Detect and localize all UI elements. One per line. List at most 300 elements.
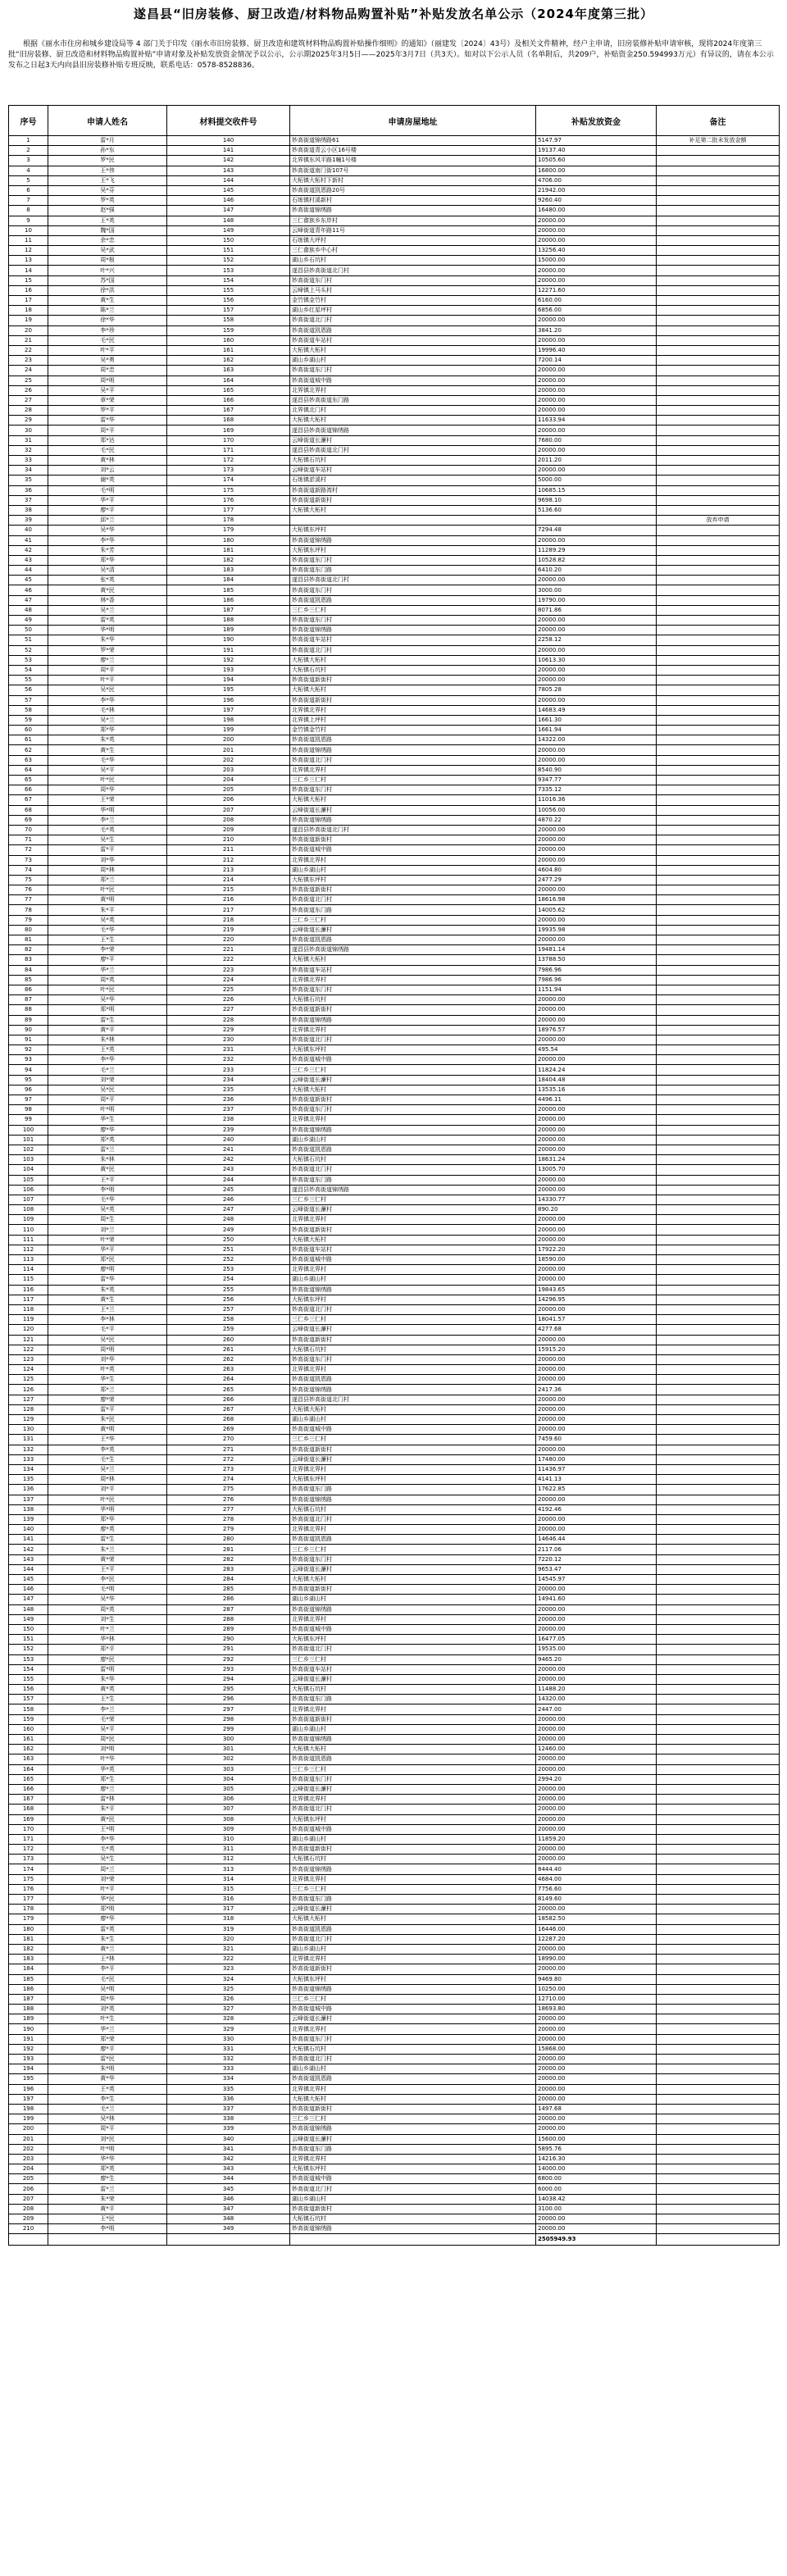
row-name: 吴*林 [48,2114,167,2124]
row-name: 叶*明 [48,2144,167,2154]
row-receipt-no: 320 [167,1934,290,1944]
table-row [9,726,780,735]
row-address: 北界镇东风平路1幢1号楼 [290,156,536,166]
row-index: 153 [9,1654,48,1664]
row-address: 妙高街道北门村 [290,2055,536,2064]
row-receipt-no: 205 [167,785,290,795]
row-receipt-no: 222 [167,955,290,965]
row-receipt-no: 269 [167,1425,290,1435]
table-row [9,175,780,185]
row-name: 周*平 [48,426,167,435]
row-amount: 3100.00 [536,2204,657,2214]
row-amount: 20000.00 [536,2034,657,2044]
row-index: 51 [9,635,48,645]
row-receipt-no: 340 [167,2134,290,2144]
table-row [9,1435,780,1445]
row-receipt-no: 176 [167,495,290,505]
row-name: 华*英 [48,1764,167,1774]
row-address: 北界镇上坪村 [290,715,536,725]
row-receipt-no: 332 [167,2055,290,2064]
table-row [9,1674,780,1684]
row-index: 197 [9,2094,48,2104]
row-remark [657,216,780,225]
row-amount: 13005.70 [536,1165,657,1175]
table-row [9,406,780,416]
row-index: 166 [9,1784,48,1794]
row-address: 三仁乡三仁村 [290,1435,536,1445]
row-amount: 15000.00 [536,256,657,266]
row-name: 王*民 [48,2214,167,2224]
row-amount: 13256.40 [536,246,657,256]
row-address: 妙高街道车站村 [290,1664,536,1674]
row-address: 大柘镇石坑村 [290,1685,536,1695]
row-address: 三仁乡三仁村 [290,1545,536,1554]
row-amount: 2258.12 [536,635,657,645]
row-remark [657,185,780,195]
row-receipt-no: 184 [167,576,290,585]
row-address: 妙高街道凯恩路 [290,935,536,945]
row-remark [657,875,780,885]
row-index: 37 [9,495,48,505]
row-name: 叶*明 [48,1105,167,1115]
row-remark [657,965,780,975]
row-receipt-no: 257 [167,1304,290,1314]
row-receipt-no: 249 [167,1225,290,1235]
row-address: 大柘镇大柘村 [290,795,536,805]
row-amount: 19935.98 [536,925,657,935]
total-row-cell [167,2234,290,2246]
row-index: 11 [9,235,48,245]
row-name: 余*忠 [48,235,167,245]
row-index: 185 [9,1974,48,1984]
row-amount: 16800.00 [536,166,657,175]
row-remark [657,1784,780,1794]
row-remark [657,1504,780,1514]
row-address: 北界镇北界村 [290,705,536,715]
row-name: 廖*生 [48,2174,167,2184]
table-row [9,426,780,435]
table-row [9,256,780,266]
row-receipt-no: 306 [167,1795,290,1805]
row-amount: 20000.00 [536,1125,657,1135]
row-address: 北界镇北界村 [290,855,536,865]
row-name: 李*华 [48,535,167,545]
row-remark [657,1905,780,1914]
row-index: 199 [9,2114,48,2124]
row-address: 妙高街道东门路 [290,905,536,915]
row-index: 103 [9,1155,48,1165]
row-remark: 补足第二批未发放金额 [657,136,780,146]
row-remark [657,526,780,535]
table-row [9,1924,780,1934]
row-receipt-no: 299 [167,1724,290,1734]
table-row [9,925,780,935]
row-amount: 20000.00 [536,1805,657,1814]
row-address: 妙高街道锦绣路 [290,535,536,545]
row-name: 黄*民 [48,1165,167,1175]
row-index: 110 [9,1225,48,1235]
row-amount: 18693.80 [536,2005,657,2014]
table-row [9,216,780,225]
row-remark [657,156,780,166]
row-remark [657,1404,780,1414]
row-index: 191 [9,2034,48,2044]
row-remark [657,595,780,605]
table-row [9,1964,780,1974]
row-remark [657,566,780,576]
row-index: 17 [9,296,48,306]
row-receipt-no: 263 [167,1365,290,1375]
table-row [9,735,780,745]
row-amount: 12710.00 [536,1994,657,2004]
row-remark [657,2084,780,2094]
row-index: 206 [9,2184,48,2194]
row-address: 妙高街道城中路 [290,845,536,855]
row-amount: 20000.00 [536,1365,657,1375]
row-amount: 5895.76 [536,2144,657,2154]
row-address: 石练镇村溪新村 [290,196,536,206]
row-amount: 20000.00 [536,845,657,855]
row-index: 121 [9,1335,48,1345]
row-receipt-no: 168 [167,416,290,426]
row-receipt-no: 241 [167,1145,290,1154]
row-address: 大柘镇大柘村 [290,1404,536,1414]
row-index: 178 [9,1905,48,1914]
row-index: 154 [9,1664,48,1674]
row-index: 168 [9,1805,48,1814]
row-index: 204 [9,2164,48,2174]
table-row [9,206,780,216]
row-index: 144 [9,1564,48,1574]
row-index: 79 [9,915,48,925]
row-remark [657,1624,780,1634]
row-receipt-no: 289 [167,1624,290,1634]
row-index: 133 [9,1454,48,1464]
row-index: 112 [9,1245,48,1254]
row-receipt-no: 154 [167,275,290,285]
row-remark [657,1425,780,1435]
row-address: 妙高街道车站村 [290,635,536,645]
row-name: 华*兰 [48,2024,167,2034]
row-index: 10 [9,225,48,235]
row-amount: 20000.00 [536,2224,657,2234]
row-address: 妙高街道东门村 [290,2034,536,2044]
row-name: 叶*英 [48,1365,167,1375]
row-receipt-no: 233 [167,1065,290,1075]
row-amount: 20000.00 [536,835,657,845]
row-receipt-no: 311 [167,1845,290,1855]
row-receipt-no: 228 [167,1015,290,1025]
table-row [9,815,780,825]
row-receipt-no: 240 [167,1135,290,1145]
table-row [9,1874,780,1884]
table-row [9,1335,780,1345]
row-receipt-no: 169 [167,426,290,435]
row-index: 186 [9,1984,48,1994]
row-index: 52 [9,645,48,655]
row-remark [657,1235,780,1245]
row-index: 29 [9,416,48,426]
row-amount: 3841.20 [536,325,657,335]
row-index: 155 [9,1674,48,1684]
row-receipt-no: 343 [167,2164,290,2174]
row-name: 李*英 [48,1445,167,1454]
row-amount: 20000.00 [536,1225,657,1235]
table-row [9,2214,780,2224]
row-address: 遂昌县妙高街道北门村 [290,576,536,585]
row-name: 雷*平 [48,1404,167,1414]
row-receipt-no: 207 [167,805,290,815]
row-amount: 14941.60 [536,1595,657,1604]
table-row [9,366,780,375]
table-row [9,535,780,545]
row-amount: 20000.00 [536,1614,657,1624]
intro-paragraph: 根据《丽水市住房和城乡建设局等 4 部门关于印发《丽水市旧房装修、厨卫改造和建筑材料物品购置补贴操作细则》的通知》（丽建发〔2024〕43号）及相关文件精神，经户主申请，旧房装修补贴申请审核，现将2024年度第三批“旧房装修、厨卫改造和材料物品购置补贴”申请对象及补贴发放资金情况予以公示，公示期2025年3月5日——2025年3月7日（共3天）。如对以下公示人员（名单附后，共209户，补贴资金250.594993万元）有异议的，请在本公示发布之日起3天内向县旧房装修补贴专班反映，联系电话：0578-8528836。 [8,40,774,70]
row-index: 96 [9,1085,48,1095]
row-name: 黄*明 [48,1425,167,1435]
row-address: 大柘镇石坑村 [290,1345,536,1354]
row-index: 72 [9,845,48,855]
table-row [9,1464,780,1474]
row-index: 46 [9,585,48,595]
row-name: 毛*华 [48,755,167,765]
row-index: 152 [9,1645,48,1654]
row-name: 王*生 [48,1695,167,1704]
row-receipt-no: 251 [167,1245,290,1254]
row-address: 妙高街道东门村 [290,366,536,375]
row-amount: 7459.60 [536,1435,657,1445]
row-receipt-no: 220 [167,935,290,945]
row-address: 妙高街道城中路 [290,1624,536,1634]
table-row [9,1095,780,1105]
table-row [9,576,780,585]
row-index: 149 [9,1614,48,1624]
row-receipt-no: 145 [167,185,290,195]
row-remark [657,1115,780,1125]
row-index: 141 [9,1535,48,1545]
row-address: 妙高街道东门村 [290,1105,536,1115]
row-remark [657,1005,780,1015]
row-name: 叶*平 [48,676,167,685]
table-row [9,2064,780,2074]
row-amount: 20000.00 [536,1724,657,1734]
row-receipt-no: 329 [167,2024,290,2034]
row-receipt-no: 250 [167,1235,290,1245]
row-name: 华*明 [48,805,167,815]
row-receipt-no: 178 [167,516,290,526]
row-remark [657,2094,780,2104]
table-row [9,196,780,206]
row-name: 周*根 [48,256,167,266]
row-receipt-no: 229 [167,1025,290,1035]
row-remark [657,1304,780,1314]
row-address: 妙高街道东门村 [290,1354,536,1364]
table-row [9,1275,780,1285]
row-address: 妙高街道凯恩路 [290,735,536,745]
row-address: 妙高街道凯恩路 [290,595,536,605]
table-row [9,1784,780,1794]
row-receipt-no: 209 [167,825,290,835]
row-remark [657,2024,780,2034]
row-receipt-no: 288 [167,1614,290,1624]
row-receipt-no: 213 [167,865,290,875]
total-amount: 2505949.93 [536,2234,657,2246]
row-name: 王*伟 [48,166,167,175]
row-amount: 7220.12 [536,1554,657,1564]
row-receipt-no: 298 [167,1714,290,1724]
row-index: 16 [9,285,48,295]
row-name: 郑*生 [48,1774,167,1784]
row-address: 北界镇北界村 [290,2154,536,2164]
table-row [9,1824,780,1834]
row-address: 湖山乡湖山村 [290,865,536,875]
table-row [9,1805,780,1814]
table-row [9,1315,780,1325]
row-amount: 20000.00 [536,935,657,945]
table-row [9,1135,780,1145]
row-address: 大柘镇石坑村 [290,456,536,466]
row-address: 妙高街道锦绣路 [290,1735,536,1745]
row-name: 雷*英 [48,616,167,626]
row-address: 大柘镇大柘村 [290,505,536,515]
row-amount: 20000.00 [536,2074,657,2084]
row-address: 妙高街道东门村 [290,1554,536,1564]
row-address: 云峰街道长濂村 [290,805,536,815]
row-index: 67 [9,795,48,805]
row-amount: 10685.15 [536,485,657,495]
row-index: 171 [9,1834,48,1844]
table-row [9,1445,780,1454]
row-amount: 4706.00 [536,175,657,185]
row-address: 湖山乡石坑村 [290,256,536,266]
row-index: 111 [9,1235,48,1245]
row-address: 三仁乡三仁村 [290,1994,536,2004]
row-receipt-no: 215 [167,885,290,895]
row-remark [657,1495,780,1504]
row-amount: 20000.00 [536,1275,657,1285]
row-address: 妙高街道新街村 [290,1005,536,1015]
row-name: 吴*明 [48,1984,167,1994]
row-receipt-no: 273 [167,1464,290,1474]
row-name: 郑*明 [48,1905,167,1914]
row-index: 56 [9,685,48,695]
row-name: 叶*平 [48,345,167,355]
row-index: 209 [9,2214,48,2224]
row-name: 郑*兰 [48,1385,167,1395]
row-index: 148 [9,1604,48,1614]
row-remark [657,2124,780,2134]
row-address: 大柘镇石坑村 [290,1504,536,1514]
row-amount: 14000.00 [536,2164,657,2174]
row-receipt-no: 191 [167,645,290,655]
row-receipt-no: 221 [167,945,290,955]
row-index: 202 [9,2144,48,2154]
row-receipt-no: 198 [167,715,290,725]
row-name: 廖*平 [48,2044,167,2054]
row-index: 80 [9,925,48,935]
row-index: 145 [9,1575,48,1585]
row-remark [657,695,780,705]
row-address: 遂昌县妙高街道锦绣路 [290,1185,536,1195]
header-name: 申请人姓名 [48,106,167,136]
row-amount: 18041.57 [536,1315,657,1325]
row-amount: 6410.20 [536,566,657,576]
row-address: 妙高街道锦绣路 [290,815,536,825]
row-remark [657,815,780,825]
row-name: 华*明 [48,626,167,635]
row-address: 妙高街道锦绣路 [290,2224,536,2234]
row-remark [657,2104,780,2114]
table-row [9,1325,780,1335]
row-name: 雷*明 [48,1664,167,1674]
row-address: 大柘镇东坪村 [290,545,536,555]
row-remark [657,1265,780,1275]
table-row [9,545,780,555]
row-address: 云峰街道长濂村 [290,1784,536,1794]
row-index: 33 [9,456,48,466]
row-name: 李*荣 [48,945,167,955]
row-name: 周*林 [48,1475,167,1485]
row-index: 207 [9,2194,48,2204]
row-amount: 20000.00 [536,885,657,895]
row-address: 大柘镇大柘村 [290,1235,536,1245]
row-amount: 20000.00 [536,1215,657,1225]
row-amount: 19996.40 [536,345,657,355]
table-row [9,2104,780,2114]
row-receipt-no: 315 [167,1884,290,1894]
row-address: 妙高街道东门路 [290,1895,536,1905]
table-row [9,445,780,455]
row-name: 李*兰 [48,815,167,825]
row-index: 117 [9,1295,48,1304]
row-index: 107 [9,1195,48,1204]
row-address: 妙高街道锦绣路 [290,1495,536,1504]
row-name: 吴*平 [48,1724,167,1734]
row-receipt-no: 285 [167,1585,290,1595]
row-remark [657,2204,780,2214]
row-address: 妙高街道东门村 [290,585,536,595]
table-row [9,1564,780,1574]
row-name: 雷*英 [48,1924,167,1934]
row-address: 大柘镇东坪村 [290,1814,536,1824]
row-address: 妙高街道车站村 [290,335,536,345]
row-address: 三仁乡三仁村 [290,1764,536,1774]
row-remark [657,585,780,595]
row-index: 82 [9,945,48,955]
row-index: 187 [9,1994,48,2004]
row-receipt-no: 159 [167,325,290,335]
row-address: 云峰镇上马头村 [290,285,536,295]
row-remark [657,785,780,795]
table-row [9,285,780,295]
row-amount: 7294.48 [536,526,657,535]
row-address: 湖山乡湖山村 [290,1415,536,1425]
row-index: 28 [9,406,48,416]
row-remark [657,1714,780,1724]
row-index: 87 [9,995,48,1005]
row-receipt-no: 181 [167,545,290,555]
table-row [9,335,780,345]
row-name: 华*平 [48,1245,167,1254]
row-address: 妙高街道城中路 [290,375,536,385]
row-name: 周*平 [48,1095,167,1105]
row-receipt-no: 201 [167,745,290,755]
row-name: 苏*国 [48,275,167,285]
table-row [9,2164,780,2174]
row-index: 160 [9,1724,48,1734]
table-row [9,1974,780,1984]
row-address: 妙高街道新街村 [290,1585,536,1595]
